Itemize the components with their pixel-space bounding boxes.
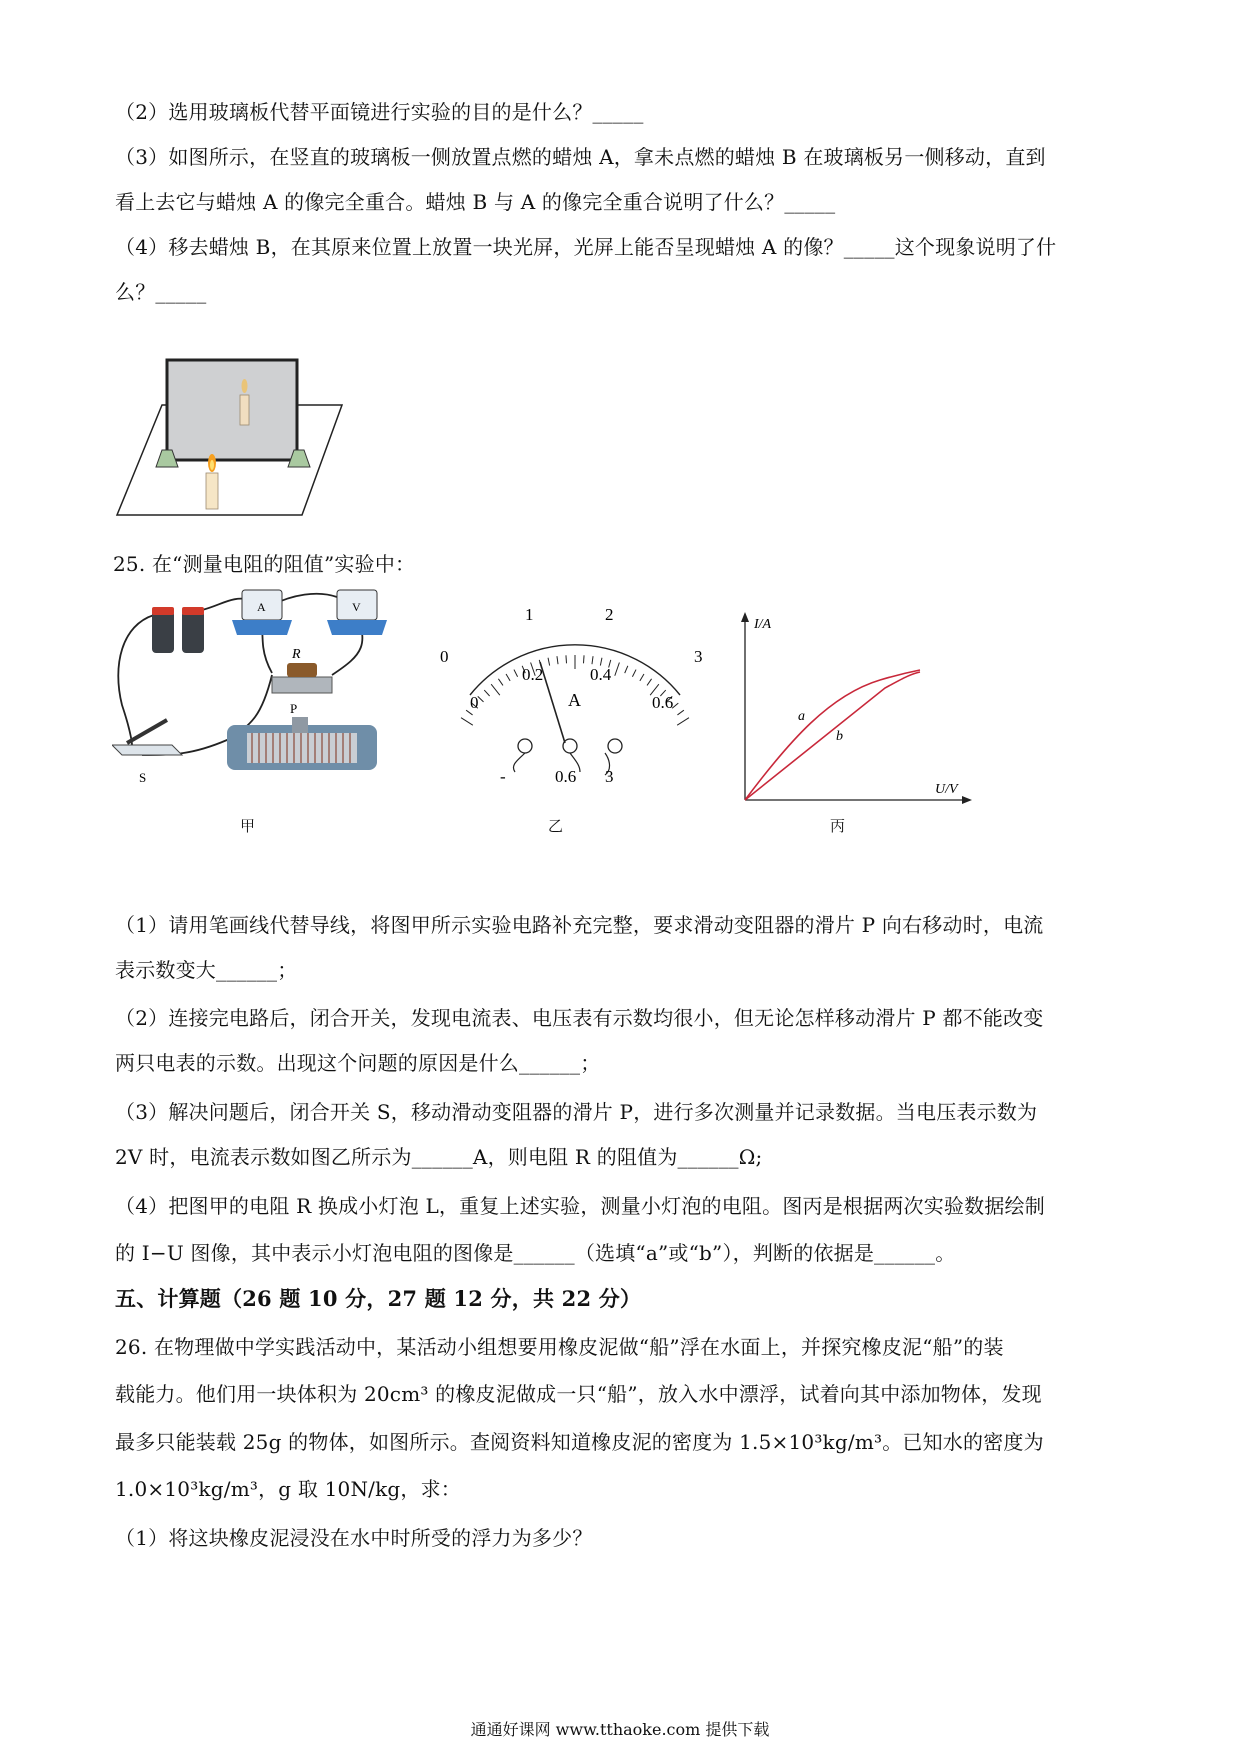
q24-part3-line1: （3）如图所示，在竖直的玻璃板一侧放置点燃的蜡烛 A，拿未点燃的蜡烛 B 在玻璃板另一侧移动，直到 <box>115 145 1046 169</box>
section5-heading: 五、计算题（26 题 10 分，27 题 12 分，共 22 分） <box>115 1286 642 1311</box>
q25-part2-line1: （2）连接完电路后，闭合开关，发现电流表、电压表有示数均很小，但无论怎样移动滑片 P 都不能改变 <box>115 1006 1044 1030</box>
ammeter-dial-figure <box>430 600 720 800</box>
curve-a <box>745 670 920 800</box>
dial-tick <box>592 656 593 664</box>
circuit-apparatus-figure <box>112 585 417 795</box>
q25-part2-line2: 两只电表的示数。出现这个问题的原因是什么______； <box>115 1051 601 1075</box>
top-scale-2: 2 <box>605 605 614 624</box>
q25-part3-line2: 2V 时，电流表示数如图乙所示为______A，则电阻 R 的阻值为______Ω; <box>115 1145 763 1169</box>
q25-part3-line1: （3）解决问题后，闭合开关 S，移动滑动变阻器的滑片 P，进行多次测量并记录数据。当电压表示数为 <box>115 1100 1038 1124</box>
slider-label: P <box>290 701 298 716</box>
curve-a-label: a <box>798 709 805 724</box>
top-scale-1: 1 <box>525 605 534 624</box>
dial-tick <box>506 674 510 681</box>
top-scale-3: 3 <box>694 647 703 666</box>
terminal-0.6: 0.6 <box>555 767 577 786</box>
dial-tick <box>677 710 683 715</box>
dial-tick <box>461 718 473 726</box>
dial-tick <box>548 658 550 666</box>
curve-b <box>745 672 920 800</box>
q26-line4: 1.0×10³kg/m³，g 取 10N/kg，求： <box>115 1477 462 1501</box>
q24-part4-line2: 么？_____ <box>115 280 207 304</box>
q24-part3-line2: 看上去它与蜡烛 A 的像完全重合。蜡烛 B 与 A 的像完全重合说明了什么？_____ <box>115 190 836 214</box>
dial-tick <box>677 718 689 726</box>
dial-tick <box>491 684 500 695</box>
dial-tick <box>625 666 628 673</box>
glass-plate-candle-figure <box>112 355 352 520</box>
dial-tick <box>498 679 503 686</box>
dial-tick <box>484 690 489 696</box>
resistor-label: R <box>292 647 301 662</box>
dial-tick <box>557 656 558 664</box>
top-scale-0: 0 <box>440 647 449 666</box>
iu-graph-figure <box>730 610 980 805</box>
q26-line2: 载能力。他们用一块体积为 20cm³ 的橡皮泥做成一只“船”，放入水中漂浮，试着向其中添加物体，发现 <box>115 1382 1042 1406</box>
q25-part4-line1: （4）把图甲的电阻 R 换成小灯泡 L，重复上述实验，测量小灯泡的电阻。图丙是根据两次实验数据绘制 <box>115 1194 1045 1218</box>
figure-yi-caption: 乙 <box>548 817 564 835</box>
terminal-negative: - <box>500 767 506 786</box>
bottom-scale-0: 0 <box>470 693 479 712</box>
q26-line1: 26. 在物理做中学实践活动中，某活动小组想要用橡皮泥做“船”浮在水面上，并探究橡皮泥“船”的装 <box>115 1335 1004 1359</box>
figure-bing-caption: 丙 <box>830 817 846 835</box>
y-axis-label: I/A <box>754 617 772 632</box>
q26-part1: （1）将这块橡皮泥浸没在水中时所受的浮力为多少？ <box>115 1526 593 1550</box>
q25-part1-line1: （1）请用笔画线代替导线，将图甲所示实验电路补充完整，要求滑动变阻器的滑片 P 向右移动时，电流 <box>115 913 1044 937</box>
q26-line3: 最多只能装载 25g 的物体，如图所示。查阅资料知道橡皮泥的密度为 1.5×10³kg/m³。已知水的密度为 <box>115 1430 1044 1454</box>
dial-tick <box>584 655 585 663</box>
dial-unit: A <box>568 690 581 710</box>
dial-tick <box>632 670 636 677</box>
q25-intro: 25. 在“测量电阻的阻值”实验中： <box>113 552 416 576</box>
x-axis-label: U/V <box>935 782 958 797</box>
switch-label: S <box>139 770 147 785</box>
q24-part4-line1: （4）移去蜡烛 B，在其原来位置上放置一块光屏，光屏上能否呈现蜡烛 A 的像？_____这个现象说明了什 <box>115 235 1057 259</box>
q24-part2: （2）选用玻璃板代替平面镜进行实验的目的是什么？_____ <box>115 100 644 124</box>
dial-tick <box>615 663 620 676</box>
voltmeter-label: V <box>352 600 361 614</box>
bottom-scale-0.2: 0.2 <box>522 665 544 684</box>
footer-source: 通通好课网 www.tthaoke.com 提供下载 <box>470 1720 770 1739</box>
bottom-scale-0.6: 0.6 <box>652 693 674 712</box>
bottom-scale-0.4: 0.4 <box>590 665 612 684</box>
dial-tick <box>514 670 518 677</box>
dial-tick <box>647 679 652 686</box>
q25-part1-line2: 表示数变大______； <box>115 958 298 982</box>
dial-tick <box>640 674 644 681</box>
curve-b-label: b <box>836 729 843 744</box>
figure-jia-caption: 甲 <box>240 817 256 835</box>
q25-part4-line2: 的 I−U 图像，其中表示小灯泡电阻的图像是______（选填“a”或“b”），判断的依据是______。 <box>115 1241 956 1265</box>
dial-tick <box>478 696 484 702</box>
dial-tick <box>566 655 567 663</box>
terminal-3: 3 <box>605 767 614 786</box>
ammeter-label: A <box>257 600 266 614</box>
